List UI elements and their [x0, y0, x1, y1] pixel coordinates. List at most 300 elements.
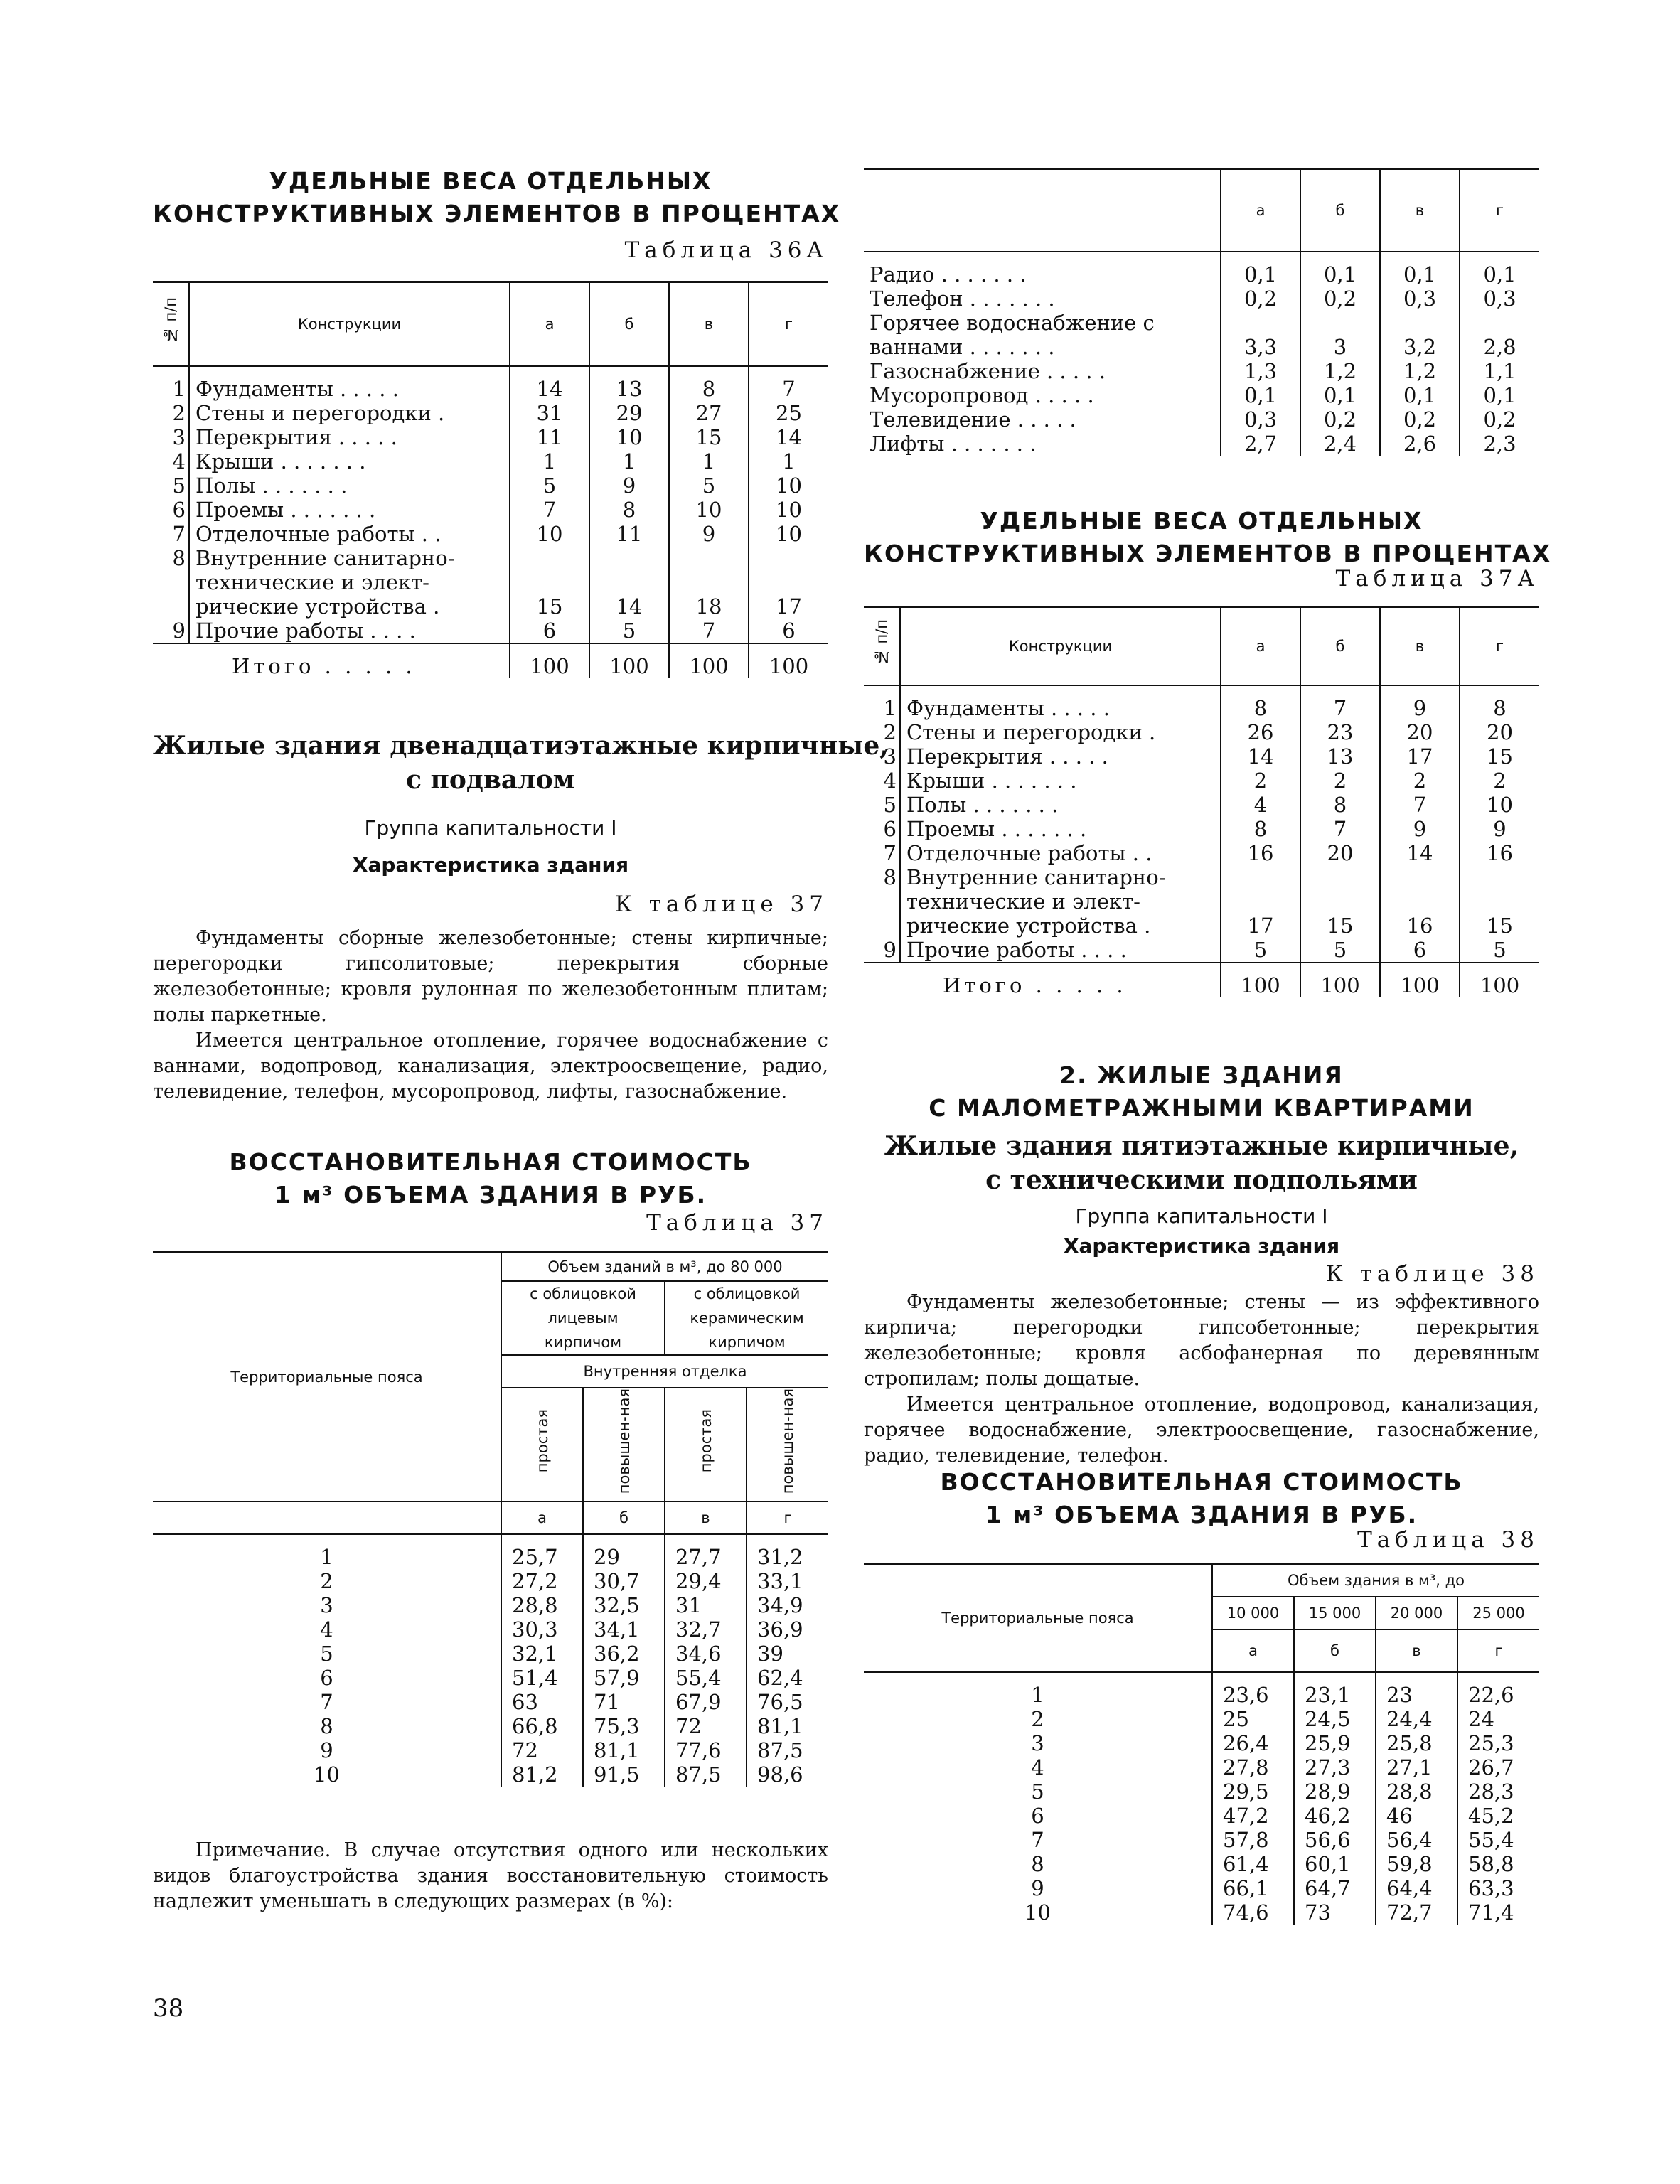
header-col: б — [1294, 1629, 1376, 1672]
table37a-label: Таблица 37А — [1335, 566, 1539, 592]
table-row — [153, 1642, 828, 1666]
cell-value: 36,9 — [747, 1617, 828, 1642]
cell-value: 3,3 — [1221, 311, 1300, 359]
table38-label: Таблица 38 — [1357, 1527, 1539, 1553]
table-row — [153, 473, 828, 498]
table-row — [153, 498, 828, 522]
cell-value: 62,4 — [747, 1666, 828, 1690]
cell-value: 81,1 — [747, 1714, 828, 1738]
header-group: с облицовкой керамическим кирпичом — [665, 1281, 828, 1355]
table-row — [864, 432, 1539, 456]
cell-value: 14 — [589, 546, 669, 619]
cell-value: 71 — [583, 1690, 665, 1714]
cell-value: 1,3 — [1221, 359, 1300, 383]
header-col: а — [1221, 169, 1300, 252]
cell-value: 5 — [589, 619, 669, 643]
cell-value: 27,1 — [1376, 1755, 1457, 1779]
cell-value: 1 — [589, 449, 669, 473]
cell-value: 5 — [1221, 938, 1300, 963]
capital-group: Группа капитальности I — [364, 816, 617, 840]
zone-number: 1 — [320, 1544, 333, 1569]
cell-value: 14 — [749, 425, 828, 449]
cell-value: 6 — [510, 619, 589, 643]
cell-value: 9 — [589, 473, 669, 498]
table-row — [153, 1738, 828, 1762]
subtitle-line: с подвалом — [406, 765, 575, 795]
cell-value: 14 — [1221, 744, 1300, 769]
zone-number: 8 — [1031, 1851, 1044, 1876]
header-name: Конструкции — [900, 607, 1221, 685]
zone-number: 3 — [1031, 1730, 1044, 1755]
row-number: 7 — [864, 841, 900, 865]
row-label-line: Крыши . . . . . . . — [906, 768, 1077, 793]
header-col: а — [1221, 607, 1300, 685]
cell-value: 13 — [589, 366, 669, 401]
title-line: 1 м³ ОБЪЕМА ЗДАНИЯ В РУБ. — [274, 1181, 707, 1209]
cell-value: 10 — [1460, 793, 1539, 817]
table-row — [153, 1617, 828, 1642]
to-table-38: К таблице 38 — [1325, 1261, 1539, 1287]
cell-value: 63,3 — [1457, 1876, 1539, 1900]
cell-value: 29,4 — [665, 1569, 747, 1593]
table-row — [864, 720, 1539, 744]
row-label-line: Телевидение . . . . . — [870, 407, 1076, 432]
zone-number: 9 — [320, 1738, 333, 1762]
table-row — [864, 1900, 1539, 1925]
row-label — [900, 685, 1221, 720]
cell-value: 15 — [1460, 865, 1539, 938]
row-label-line: Газоснабжение . . . . . — [870, 358, 1106, 383]
subtitle-line: Жилые здания пятиэтажные кирпичные, — [884, 1131, 1519, 1161]
cell-value: 81,1 — [583, 1738, 665, 1762]
cell-value: 31,2 — [747, 1534, 828, 1569]
table36a-title — [153, 165, 841, 230]
cell-value: 60,1 — [1294, 1852, 1376, 1876]
characteristic-heading: Характеристика здания — [1063, 1234, 1340, 1258]
cell-value: 1 — [669, 449, 749, 473]
cell-value: 25,9 — [1294, 1731, 1376, 1755]
row-label-line: Стены и перегородки . — [196, 400, 445, 425]
subtitle-line: с техническими подпольями — [985, 1165, 1418, 1195]
zone-number: 4 — [1031, 1755, 1044, 1779]
cell-value: 10 — [589, 425, 669, 449]
title-line: КОНСТРУКТИВНЫХ ЭЛЕМЕНТОВ В ПРОЦЕНТАХ — [864, 540, 1552, 567]
table-row — [153, 1714, 828, 1738]
row-label-line: Мусоропровод . . . . . — [870, 382, 1094, 407]
row-label — [864, 432, 1221, 456]
to-table-37: К таблице 37 — [614, 892, 828, 917]
cell-value: 34,6 — [665, 1642, 747, 1666]
characteristic-text — [864, 1290, 1539, 1469]
row-label — [189, 473, 510, 498]
table-row — [864, 407, 1539, 432]
row-label-line: Телефон . . . . . . . — [870, 286, 1055, 311]
cell-value: 1,2 — [1300, 359, 1380, 383]
table-row — [153, 1690, 828, 1714]
cell-value: 6 — [1380, 938, 1460, 963]
table-row — [864, 793, 1539, 817]
cell-value: 20 — [1380, 720, 1460, 744]
cell-value: 29,5 — [1212, 1779, 1294, 1804]
cell-value: 5 — [1460, 938, 1539, 963]
title-line: 1 м³ ОБЪЕМА ЗДАНИЯ В РУБ. — [985, 1501, 1418, 1529]
cell-value: 2,7 — [1221, 432, 1300, 456]
cell-value: 5 — [669, 473, 749, 498]
cell-value: 2 — [1300, 769, 1380, 793]
title-line: 2. ЖИЛЫЕ ЗДАНИЯ — [1059, 1061, 1344, 1089]
zone-number: 2 — [320, 1568, 333, 1593]
cell-value: 30,7 — [583, 1569, 665, 1593]
cell-value: 3,2 — [1380, 311, 1460, 359]
cell-value: 10 — [669, 498, 749, 522]
cell-value: 17 — [749, 546, 828, 619]
row-label-line: Полы . . . . . . . — [196, 473, 348, 498]
row-label-line: технические и элект- — [196, 569, 429, 594]
cell-value: 81,2 — [501, 1762, 583, 1787]
cell-value: 26,7 — [1457, 1755, 1539, 1779]
header-col: г — [1457, 1629, 1539, 1672]
cell-value: 73 — [1294, 1900, 1376, 1925]
cell-value: 23,6 — [1212, 1672, 1294, 1707]
table37a-title — [864, 505, 1552, 570]
building-subtitle — [864, 1129, 1539, 1197]
table38-body — [864, 1672, 1539, 1925]
table-row — [864, 1731, 1539, 1755]
row-number: 2 — [153, 401, 189, 425]
cell-value: 59,8 — [1376, 1852, 1457, 1876]
table-row — [864, 1852, 1539, 1876]
cell-value: 0,3 — [1460, 287, 1539, 311]
header-num: № п/п — [153, 282, 189, 366]
cell-value: 28,8 — [501, 1593, 583, 1617]
header-col: а — [501, 1502, 583, 1534]
cell-value: 2,3 — [1460, 432, 1539, 456]
zone-number: 3 — [320, 1592, 333, 1617]
header-col: б — [1300, 607, 1380, 685]
total-row — [864, 963, 1539, 997]
cell-value: 27 — [669, 401, 749, 425]
cell-value: 2,4 — [1300, 432, 1380, 456]
row-label-line: Перекрытия . . . . . — [196, 424, 397, 449]
cell-value: 25,3 — [1457, 1731, 1539, 1755]
cell-value: 18 — [669, 546, 749, 619]
cell-value: 64,7 — [1294, 1876, 1376, 1900]
note-table-body — [864, 252, 1539, 456]
cell-value: 10 — [749, 473, 828, 498]
zone-number: 5 — [1031, 1779, 1044, 1804]
table-row — [864, 841, 1539, 865]
row-label-line: Отделочные работы . . — [906, 840, 1152, 865]
table37-label: Таблица 37 — [646, 1210, 828, 1236]
cell-value: 2 — [1460, 769, 1539, 793]
header-col: а — [510, 282, 589, 366]
cell-value: 24,4 — [1376, 1707, 1457, 1731]
row-label-line: Отделочные работы . . — [196, 521, 442, 546]
cell-value: 11 — [510, 425, 589, 449]
cell-value: 55,4 — [665, 1666, 747, 1690]
row-label — [900, 769, 1221, 793]
cell-value: 16 — [1221, 841, 1300, 865]
row-label-line: Внутренние санитарно- — [906, 864, 1166, 889]
row-label — [189, 401, 510, 425]
row-label — [900, 817, 1221, 841]
zone-number: 7 — [320, 1689, 333, 1714]
table36a-body — [153, 366, 828, 678]
header-name: Конструкции — [189, 282, 510, 366]
cell-value: 72 — [665, 1714, 747, 1738]
total-label: Итого . . . . . — [900, 963, 1221, 997]
row-label-line: Крыши . . . . . . . — [196, 449, 366, 473]
table-row — [864, 252, 1539, 287]
cell-value: 8 — [589, 498, 669, 522]
row-label — [189, 449, 510, 473]
cell-value: 2,6 — [1380, 432, 1460, 456]
cell-value: 36,2 — [583, 1642, 665, 1666]
cell-value: 15 — [510, 546, 589, 619]
row-number: 4 — [864, 769, 900, 793]
cell-value: 7 — [1300, 817, 1380, 841]
cell-value: 7 — [1380, 793, 1460, 817]
zone-number: 9 — [1031, 1875, 1044, 1900]
paragraph: Имеется центральное отопление, водопровод, канализация, горячее водоснабжение, электроосвещение, газоснабжение, радио, телевидение, телефон. — [864, 1393, 1539, 1467]
cell-value: 71,4 — [1457, 1900, 1539, 1925]
cell-value: 0,1 — [1380, 383, 1460, 407]
table-row — [864, 287, 1539, 311]
cell-value: 0,1 — [1460, 383, 1539, 407]
cell-value: 8 — [1221, 685, 1300, 720]
header-col: г — [1460, 607, 1539, 685]
row-number: 7 — [153, 522, 189, 546]
table-row — [864, 1876, 1539, 1900]
table-row — [864, 1672, 1539, 1707]
row-label — [864, 407, 1221, 432]
cell-value: 0,1 — [1300, 252, 1380, 287]
cell-value: 4 — [1221, 793, 1300, 817]
cell-value: 87,5 — [665, 1762, 747, 1787]
zone-number: 6 — [320, 1665, 333, 1690]
cell-value: 0,1 — [1300, 383, 1380, 407]
table-row — [864, 1707, 1539, 1731]
cell-value: 29 — [583, 1534, 665, 1569]
cell-value: 61,4 — [1212, 1852, 1294, 1876]
row-label-line: ваннами . . . . . . . — [870, 334, 1055, 359]
table-37 — [153, 1251, 828, 1787]
total-label: Итого . . . . . — [189, 643, 510, 678]
cell-value: 0,3 — [1380, 287, 1460, 311]
cell-value: 8 — [1221, 817, 1300, 841]
cell-value: 27,7 — [665, 1534, 747, 1569]
cell-value: 27,3 — [1294, 1755, 1376, 1779]
header-col: в — [669, 282, 749, 366]
cell-value: 34,9 — [747, 1593, 828, 1617]
cell-value: 46 — [1376, 1804, 1457, 1828]
table-row — [153, 1666, 828, 1690]
cell-value: 7 — [1300, 685, 1380, 720]
cell-value: 25 — [749, 401, 828, 425]
row-number: 5 — [153, 473, 189, 498]
cell-value: 25,8 — [1376, 1731, 1457, 1755]
paragraph: Фундаменты железобетонные; стены — из эффективного кирпича; перегородки гипсобетонные; перекрытия железобетонные; кровля асбофанерная по деревянным стропилам; полы дощатые. — [864, 1291, 1539, 1390]
row-label-line: Внутренние санитарно- — [196, 545, 455, 570]
cell-value: 8 — [1460, 685, 1539, 720]
table-row — [864, 1779, 1539, 1804]
cell-value: 5 — [510, 473, 589, 498]
title-line: КОНСТРУКТИВНЫХ ЭЛЕМЕНТОВ В ПРОЦЕНТАХ — [153, 200, 841, 228]
cell-value: 72 — [501, 1738, 583, 1762]
cell-value: 91,5 — [583, 1762, 665, 1787]
row-number: 1 — [153, 366, 189, 401]
cell-value: 2 — [1221, 769, 1300, 793]
cell-value: 9 — [669, 522, 749, 546]
row-label-line: Полы . . . . . . . — [906, 792, 1059, 817]
row-label — [864, 311, 1221, 359]
row-number: 8 — [153, 546, 189, 619]
cell-value: 9 — [1460, 817, 1539, 841]
total-spacer — [153, 643, 189, 678]
cell-value: 7 — [510, 498, 589, 522]
table-row — [864, 359, 1539, 383]
cell-value: 17 — [1380, 744, 1460, 769]
row-label — [189, 619, 510, 643]
row-label-line: рические устройства . — [906, 913, 1151, 938]
cell-value: 72,7 — [1376, 1900, 1457, 1925]
table-37a — [864, 606, 1539, 997]
row-label — [189, 522, 510, 546]
zone-number: 8 — [320, 1713, 333, 1738]
row-label-line: Горячее водоснабжение с — [870, 310, 1155, 335]
cell-value: 10 — [749, 522, 828, 546]
title-line: УДЕЛЬНЫЕ ВЕСА ОТДЕЛЬНЫХ — [980, 507, 1423, 535]
row-label — [864, 383, 1221, 407]
table37a-body — [864, 685, 1539, 997]
header-finish-type: простая — [501, 1388, 583, 1502]
table-38 — [864, 1563, 1539, 1925]
cell-value: 3 — [1300, 311, 1380, 359]
cell-value: 23 — [1376, 1672, 1457, 1707]
cell-value: 0,1 — [1221, 383, 1300, 407]
row-label — [189, 425, 510, 449]
cell-value: 6 — [749, 619, 828, 643]
header-volume: Объем зданий в м³, до 80 000 — [501, 1253, 828, 1281]
cell-value: 5 — [1300, 938, 1380, 963]
characteristic-heading: Характеристика здания — [352, 853, 629, 877]
header-finish-type: повышен-ная — [583, 1388, 665, 1502]
zone-number: 6 — [1031, 1803, 1044, 1828]
row-label — [900, 720, 1221, 744]
cell-value: 23 — [1300, 720, 1380, 744]
table-row — [153, 619, 828, 643]
row-label-line: Прочие работы . . . . — [196, 618, 416, 643]
table-row — [864, 1828, 1539, 1852]
cell-value: 24 — [1457, 1707, 1539, 1731]
cell-value: 17 — [1221, 865, 1300, 938]
cell-value: 56,4 — [1376, 1828, 1457, 1852]
row-label-line: Радио . . . . . . . — [870, 262, 1027, 287]
header-col: в — [665, 1502, 747, 1534]
cell-value: 27,2 — [501, 1569, 583, 1593]
table-row — [864, 383, 1539, 407]
cell-value: 28,3 — [1457, 1779, 1539, 1804]
cell-value: 16 — [1460, 841, 1539, 865]
table-row — [153, 425, 828, 449]
total-value: 100 — [1221, 963, 1300, 997]
row-label — [864, 287, 1221, 311]
cell-value: 51,4 — [501, 1666, 583, 1690]
title-line: ВОССТАНОВИТЕЛЬНАЯ СТОИМОСТЬ — [229, 1148, 752, 1176]
table-row — [153, 449, 828, 473]
cell-value: 32,5 — [583, 1593, 665, 1617]
row-number: 3 — [864, 744, 900, 769]
zone-number: 10 — [314, 1762, 340, 1787]
cell-value: 87,5 — [747, 1738, 828, 1762]
row-label — [900, 744, 1221, 769]
row-number: 6 — [864, 817, 900, 841]
table-row — [153, 1534, 828, 1569]
row-number: 9 — [864, 938, 900, 963]
row-label-line: Проемы . . . . . . . — [906, 816, 1087, 841]
table-row — [864, 1755, 1539, 1779]
note-table — [864, 168, 1539, 456]
header-zone: Территориальные пояса — [864, 1564, 1212, 1672]
cell-value: 98,6 — [747, 1762, 828, 1787]
table-row — [153, 366, 828, 401]
characteristic-text — [153, 926, 828, 1105]
row-label-line: Проемы . . . . . . . — [196, 497, 376, 522]
table-row — [864, 865, 1539, 938]
cell-value: 33,1 — [747, 1569, 828, 1593]
section-title — [864, 1059, 1539, 1125]
cell-value: 26 — [1221, 720, 1300, 744]
row-label-line: Фундаменты . . . . . — [196, 376, 399, 401]
cell-value: 34,1 — [583, 1617, 665, 1642]
cell-value: 28,8 — [1376, 1779, 1457, 1804]
header-col: в — [1380, 169, 1460, 252]
building-subtitle — [153, 729, 889, 797]
cell-value: 0,2 — [1380, 407, 1460, 432]
cell-value: 10 — [510, 522, 589, 546]
row-label — [864, 252, 1221, 287]
cell-value: 75,3 — [583, 1714, 665, 1738]
cell-value: 7 — [749, 366, 828, 401]
cell-value: 1,2 — [1380, 359, 1460, 383]
cell-value: 15 — [1460, 744, 1539, 769]
total-value: 100 — [1380, 963, 1460, 997]
total-spacer — [864, 963, 900, 997]
cell-value: 29 — [589, 401, 669, 425]
header-group: с облицовкой лицевым кирпичом — [501, 1281, 665, 1355]
page-number: 38 — [153, 1994, 184, 2023]
row-number: 6 — [153, 498, 189, 522]
row-label — [900, 865, 1221, 938]
cell-value: 64,4 — [1376, 1876, 1457, 1900]
cell-value: 0,2 — [1221, 287, 1300, 311]
cell-value: 24,5 — [1294, 1707, 1376, 1731]
cost-title — [864, 1466, 1539, 1531]
cell-value: 9 — [1380, 817, 1460, 841]
title-line: УДЕЛЬНЫЕ ВЕСА ОТДЕЛЬНЫХ — [269, 167, 712, 195]
cell-value: 67,9 — [665, 1690, 747, 1714]
cell-value: 10 — [749, 498, 828, 522]
row-label-line: Лифты . . . . . . . — [870, 431, 1037, 456]
header-col: б — [583, 1502, 665, 1534]
zone-number: 4 — [320, 1617, 333, 1642]
total-value: 100 — [589, 643, 669, 678]
cell-value: 0,1 — [1221, 252, 1300, 287]
header-finish-type: простая — [665, 1388, 747, 1502]
header-num: № п/п — [864, 607, 900, 685]
header-volume-value: 25 000 — [1457, 1597, 1539, 1629]
cell-value: 15 — [669, 425, 749, 449]
